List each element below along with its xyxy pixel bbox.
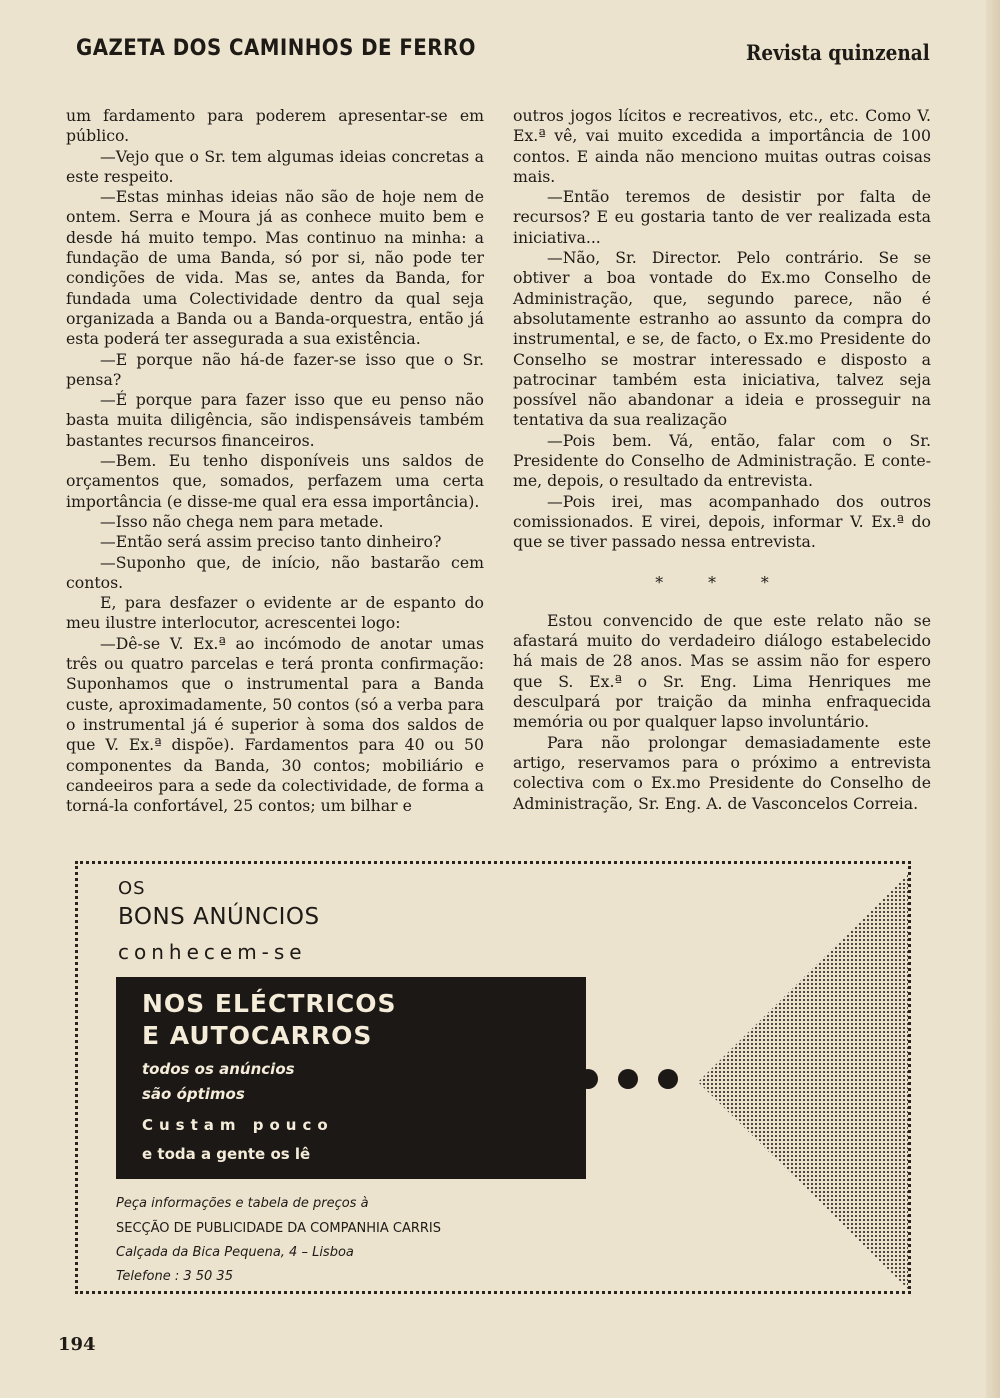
ad-line-6: e toda a gente os lê <box>142 1145 311 1163</box>
ad-line-5: Custam pouco <box>142 1116 334 1134</box>
ad-info-2: SECÇÃO DE PUBLICIDADE DA COMPANHIA CARRIS <box>116 1221 442 1236</box>
halftone-triangle-icon <box>698 874 908 1289</box>
dot-icon <box>618 1069 638 1089</box>
paragraph: —Não, Sr. Director. Pelo contrário. Se se obtiver a boa vontade do Ex.mo Conselho de Administração, que, segundo parece, não é absolutamente estranho ao assunto da compra do instrumental, e se, de facto, o Ex.mo Presidente do Conselho se mostrar interessado e disposto a patrocinar também esta iniciativa, talvez seja possível não abandonar a ideia e prosseguir na tentativa da sua realização <box>513 248 931 430</box>
publication-title: GAZETA DOS CAMINHOS DE FERRO <box>76 36 476 61</box>
dot-icon <box>658 1069 678 1089</box>
paragraph: —Então será assim preciso tanto dinheiro? <box>100 532 442 552</box>
paragraph: —Vejo que o Sr. tem algumas ideias concretas a este respeito. <box>66 146 484 186</box>
paragraph: —Bem. Eu tenho disponíveis uns saldos de orçamentos que, somados, perfazem uma certa importância (e disse-me qual era essa importância). <box>66 451 484 511</box>
paragraph: Estou convencido de que este relato não se afastará muito do verdadeiro diálogo estabelecido há mais de 28 anos. Mas se assim não for espero que S. Ex.ª o Sr. Eng. Lima Henriques me desculpará por traição da minha enfraquecida memória ou por qualquer lapso involuntário. <box>513 610 931 732</box>
paragraph: —Então teremos de desistir por falta de recursos? E eu gostaria tanto de ver realizada esta iniciativa... <box>513 187 931 247</box>
paragraph: —É porque para fazer isso que eu penso não basta muita diligência, são indispensáveis também bastantes recursos financeiros. <box>66 390 484 450</box>
page-edge <box>986 0 1000 1398</box>
paragraph: E, para desfazer o evidente ar de espanto do meu ilustre interlocutor, acrescentei logo: <box>66 593 484 633</box>
paragraph: —Suponho que, de início, não bastarão cem contos. <box>66 552 484 592</box>
dot-icon <box>578 1069 598 1089</box>
paragraph: outros jogos lícitos e recreativos, etc., etc. Como V. Ex.ª vê, vai muito excedida a importância de 100 contos. E ainda não menciono muitas outras coisas mais. <box>513 106 931 186</box>
paragraph: —Isso não chega nem para metade. <box>100 511 384 531</box>
section-separator: * * * <box>655 572 789 592</box>
ad-os-text: OS <box>118 878 146 899</box>
ad-info-1: Peça informações e tabela de preços à <box>116 1196 369 1211</box>
article-right-column <box>513 106 931 814</box>
ad-headline-1: NOS ELÉCTRICOS <box>142 989 397 1018</box>
paragraph: Para não prolongar demasiadamente este artigo, reservamos para o próximo a entrevista colectiva com o Ex.mo Presidente do Conselho de Administração, Sr. Eng. A. de Vasconcelos Correia. <box>513 732 931 813</box>
paragraph: —Pois irei, mas acompanhado dos outros comissionados. E virei, depois, informar V. Ex.ª do que se tiver passado nessa entrevista. <box>513 491 931 552</box>
ad-dots-decoration <box>493 1069 693 1099</box>
ad-line-4: são óptimos <box>142 1085 245 1103</box>
article-left-column <box>66 106 484 816</box>
page-number: 194 <box>58 1334 96 1355</box>
dot-icon <box>538 1069 558 1089</box>
ad-headline-2: E AUTOCARROS <box>142 1021 373 1050</box>
ad-line-3: todos os anúncios <box>142 1060 295 1078</box>
ad-info-4: Telefone : 3 50 35 <box>116 1269 233 1284</box>
ad-info-3: Calçada da Bica Pequena, 4 – Lisboa <box>116 1245 354 1260</box>
paragraph: —Estas minhas ideias não são de hoje nem de ontem. Serra e Moura já as conhece muito bem e desde há muito tempo. Mas continuo na minha: a fundação de uma Banda, só por si, não pode ter condições de vida. Mas se, antes da Banda, for fundada uma Colectividade dentro da qual seja organizada a Banda ou a Banda-orquestra, então já esta poderá ter assegurada a sua existência. <box>66 187 484 349</box>
paragraph: —E porque não há-de fazer-se isso que o Sr. pensa? <box>66 349 484 389</box>
paragraph: —Pois bem. Vá, então, falar com o Sr. Presidente do Conselho de Administração. E conte-me, depois, o resultado da entrevista. <box>513 430 931 491</box>
carris-advertisement <box>75 861 911 1294</box>
ad-bons-anuncios: BONS ANÚNCIOS <box>118 904 320 930</box>
paragraph: —Dê-se V. Ex.ª ao incómodo de anotar umas três ou quatro parcelas e terá pronta confirmação: Suponhamos que o instrumental para a Banda custe, aproximadamente, 50 contos (só a verba para o instrumental já é superior à soma dos saldos de que V. Ex.ª dispõe). Fardamentos para 40 ou 50 componentes da Banda, 30 contos; mobiliário e candeeiros para a sede da colectividade, de forma a torná-la confortável, 25 contos; um bilhar e <box>66 633 484 816</box>
paragraph: um fardamento para poderem apresentar-se em público. <box>66 106 484 146</box>
ad-conhecem-se: conhecem-se <box>118 940 307 964</box>
publication-subtitle: Revista quinzenal <box>746 40 930 65</box>
dot-icon <box>498 1069 518 1089</box>
